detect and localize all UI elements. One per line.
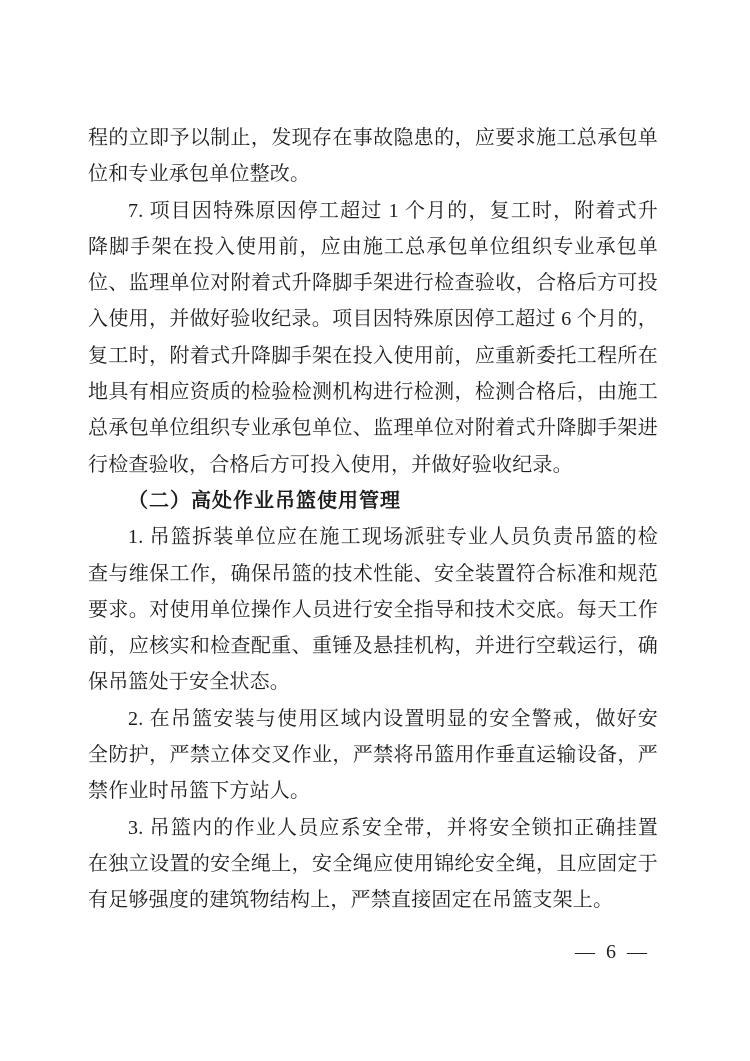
page-number: — 6 — [575,941,650,963]
text-line: 保吊篮处于安全状态。 [88,671,290,694]
text-line: 在独立设置的安全绳上，安全绳应使用锦纶安全绳，且应固定于 [88,852,658,875]
text-line: 要求。对使用单位操作人员进行安全指导和技术交底。每天工作 [88,598,658,621]
text-line: 2. 在吊篮安装与使用区域内设置明显的安全警戒，做好安 [128,707,658,730]
text-line: 位和专业承包单位整改。 [88,163,311,186]
text-line: 入使用，并做好验收纪录。项目因特殊原因停工超过 6 个月的， [88,308,658,331]
document-body [88,120,658,919]
text-line: 前，应核实和检查配重、重锤及悬挂机构，并进行空载运行，确 [88,635,658,658]
text-line: 7. 项目因特殊原因停工超过 1 个月的，复工时，附着式升 [128,199,658,222]
text-line: 禁作业时吊篮下方站人。 [88,780,311,803]
text-line: 地具有相应资质的检验检测机构进行检测，检测合格后，由施工 [88,381,658,404]
text-line: 总承包单位组织专业承包单位、监理单位对附着式升降脚手架进 [88,417,658,440]
text-line: 复工时，附着式升降脚手架在投入使用前，应重新委托工程所在 [88,344,658,367]
text-line: 位、监理单位对附着式升降脚手架进行检查验收，合格后方可投 [88,272,658,295]
text-line: 有足够强度的建筑物结构上，严禁直接固定在吊篮支架上。 [88,889,614,912]
text-line: 查与维保工作，确保吊篮的技术性能、安全装置符合标准和规范 [88,562,658,585]
text-line: 全防护，严禁立体交叉作业，严禁将吊篮用作垂直运输设备，严 [88,744,658,767]
text-line: 1. 吊篮拆装单位应在施工现场派驻专业人员负责吊篮的检 [128,526,658,549]
text-line: 3. 吊篮内的作业人员应系安全带，并将安全锁扣正确挂置 [128,816,658,839]
section-heading: （二）高处作业吊篮使用管理 [128,489,401,512]
text-line: 行检查验收，合格后方可投入使用，并做好验收纪录。 [88,453,573,476]
text-line: 降脚手架在投入使用前，应由施工总承包单位组织专业承包单 [88,235,658,258]
text-line: 程的立即予以制止，发现存在事故隐患的，应要求施工总承包单 [88,127,658,149]
